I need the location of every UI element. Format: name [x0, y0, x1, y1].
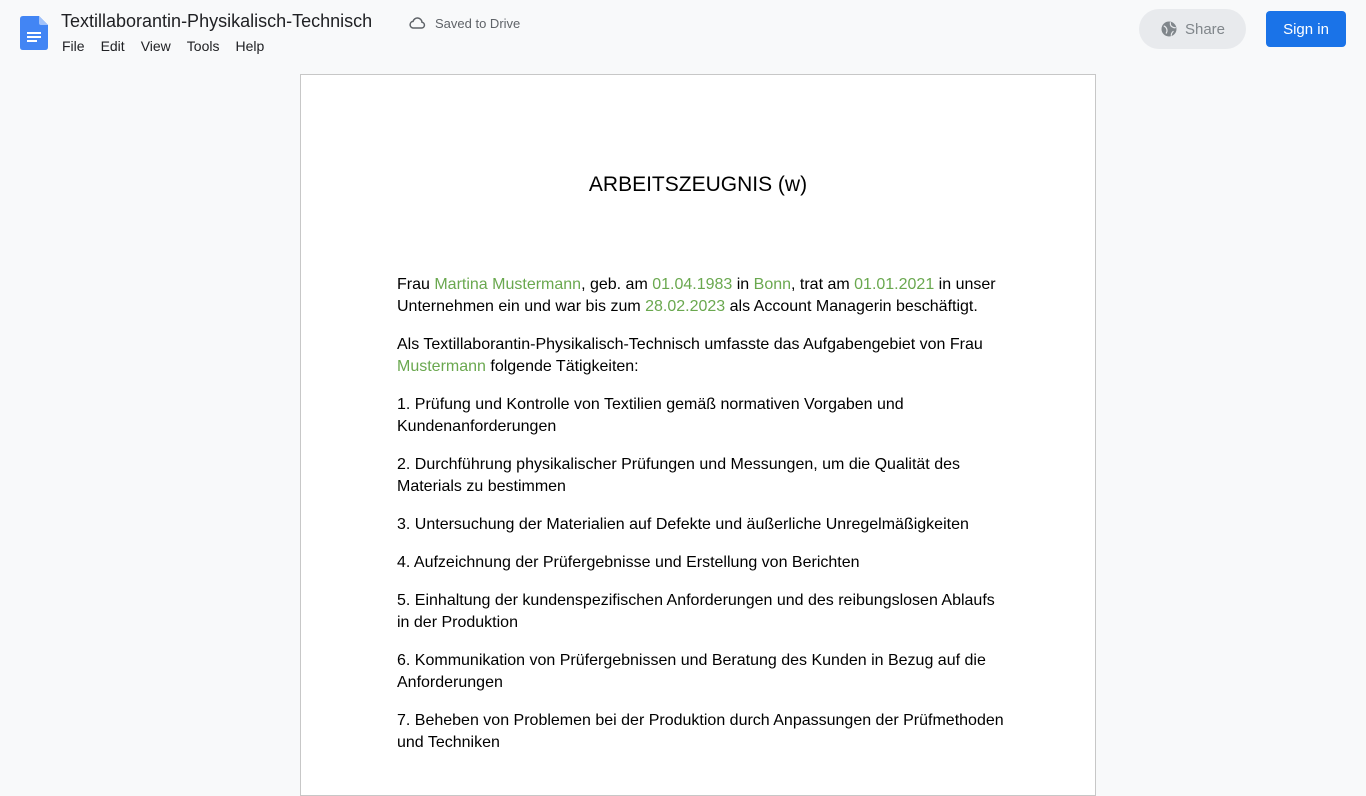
- task-item: 7. Beheben von Problemen bei der Produktion durch Anpassungen der Prüfmethoden und Techniken: [397, 712, 1004, 751]
- menu-bar: [54, 36, 272, 56]
- share-button[interactable]: [1139, 9, 1246, 49]
- end-date: 28.02.2023: [645, 298, 726, 315]
- employee-surname: Mustermann: [397, 358, 486, 375]
- menu-tools[interactable]: Tools: [186, 38, 220, 54]
- menu-help[interactable]: Help: [235, 38, 265, 54]
- task-item: 4. Aufzeichnung der Prüfergebnisse und Erstellung von Berichten: [397, 554, 860, 571]
- document-body[interactable]: [397, 274, 1007, 770]
- task-item: 5. Einhaltung der kundenspezifischen Anforderungen und des reibungslosen Ablaufs in der Produktion: [397, 592, 995, 631]
- document-title[interactable]: Textillaborantin-Physikalisch-Technisch: [61, 11, 373, 31]
- cloud-done-icon: [407, 13, 427, 33]
- task-item: 2. Durchführung physikalischer Prüfungen und Messungen, um die Qualität des Materials zu bestimmen: [397, 456, 960, 495]
- task-item: 6. Kommunikation von Prüfergebnissen und Beratung des Kunden in Bezug auf die Anforderungen: [397, 652, 986, 691]
- employee-name: Martina Mustermann: [434, 276, 582, 293]
- save-status-label: Saved to Drive: [435, 15, 521, 31]
- save-status: [407, 13, 520, 33]
- google-docs-icon[interactable]: [20, 16, 48, 50]
- intro-paragraph: Frau Martina Mustermann, geb. am 01.04.1983 in Bonn, trat am 01.01.2021 in unser Unternehmen ein und war bis zum 28.02.2023 als Account Managerin beschäftigt.: [397, 276, 996, 315]
- task-item: 3. Untersuchung der Materialien auf Defekte und äußerliche Unregelmäßigkeiten: [397, 516, 969, 533]
- share-label: Share: [1184, 20, 1226, 38]
- birth-date: 01.04.1983: [652, 276, 733, 293]
- menu-file[interactable]: File: [62, 38, 85, 54]
- birth-city: Bonn: [753, 276, 792, 293]
- menu-view[interactable]: View: [140, 38, 171, 54]
- start-date: 01.01.2021: [854, 276, 935, 293]
- globe-icon: [1160, 20, 1178, 38]
- document-page[interactable]: [300, 74, 1096, 796]
- task-item: 1. Prüfung und Kontrolle von Textilien gemäß normativen Vorgaben und Kundenanforderungen: [397, 396, 904, 435]
- tasks-intro-paragraph: Als Textillaborantin-Physikalisch-Technisch umfasste das Aufgabengebiet von Frau Mustermann folgende Tätigkeiten:: [397, 336, 983, 375]
- app-header: [0, 0, 1366, 64]
- sign-in-button[interactable]: Sign in: [1266, 11, 1346, 47]
- document-heading: ARBEITSZEUGNIS (w): [588, 173, 808, 196]
- menu-edit[interactable]: Edit: [100, 38, 125, 54]
